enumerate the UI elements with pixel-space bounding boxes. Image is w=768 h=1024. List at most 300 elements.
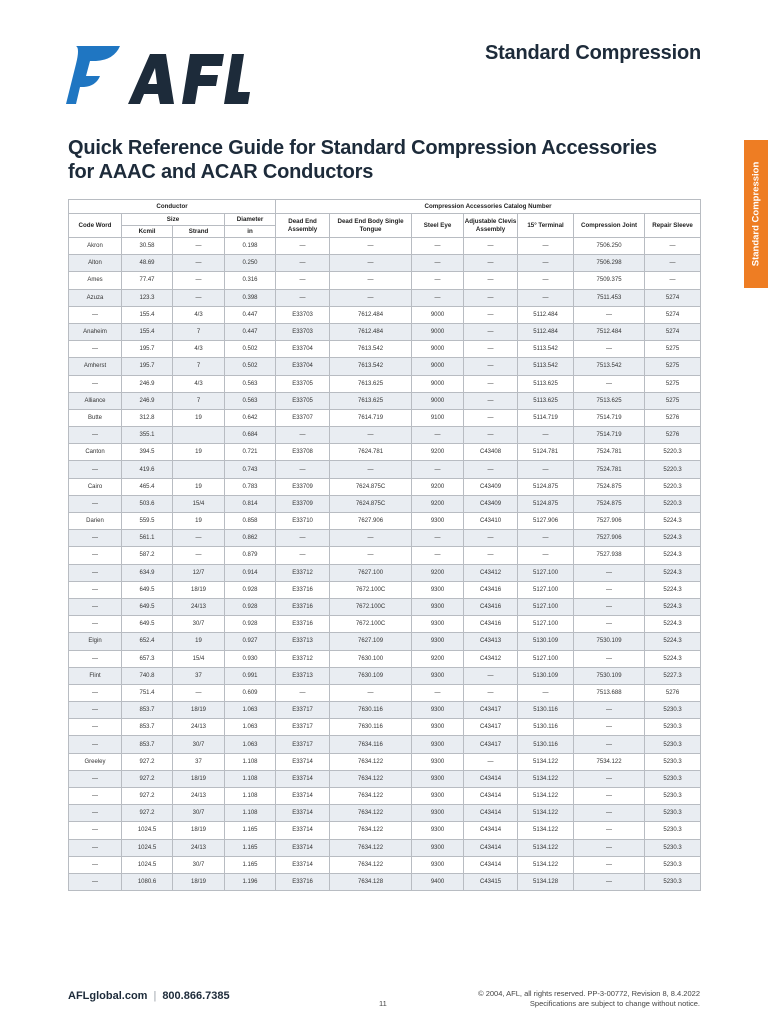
- table-cell: 7: [173, 358, 225, 375]
- table-cell: E33713: [276, 633, 330, 650]
- table-row: [69, 770, 701, 787]
- table-cell: —: [276, 461, 330, 478]
- table-cell: 5113.625: [518, 392, 574, 409]
- table-row: [69, 719, 701, 736]
- table-cell: —: [69, 684, 122, 701]
- table-cell: —: [645, 238, 701, 255]
- table-cell: 9200: [412, 444, 464, 461]
- table-row: [69, 306, 701, 323]
- table-cell: 1080.6: [122, 873, 173, 890]
- table-cell: —: [412, 289, 464, 306]
- table-cell: 5134.122: [518, 770, 574, 787]
- table-row: [69, 839, 701, 856]
- table-cell: 649.5: [122, 598, 173, 615]
- table-cell: —: [412, 461, 464, 478]
- table-cell: —: [69, 598, 122, 615]
- table-cell: —: [69, 856, 122, 873]
- table-cell: 123.3: [122, 289, 173, 306]
- table-cell: C43417: [464, 702, 518, 719]
- table-row: [69, 427, 701, 444]
- table-cell: —: [645, 272, 701, 289]
- table-cell: 37: [173, 753, 225, 770]
- table-cell: 24/13: [173, 719, 225, 736]
- header-in: in: [225, 226, 276, 238]
- table-row: [69, 873, 701, 890]
- table-cell: —: [464, 358, 518, 375]
- table-cell: E33716: [276, 581, 330, 598]
- table-cell: 1.063: [225, 736, 276, 753]
- header-group-catalog: Compression Accessories Catalog Number: [276, 200, 701, 214]
- table-cell: C43414: [464, 822, 518, 839]
- afl-logo-a-letter: [128, 54, 174, 104]
- table-cell: 465.4: [122, 478, 173, 495]
- table-row: [69, 702, 701, 719]
- table-cell: E33705: [276, 392, 330, 409]
- table-cell: 7511.453: [574, 289, 645, 306]
- table-cell: —: [412, 547, 464, 564]
- table-cell: —: [69, 530, 122, 547]
- table-cell: 0.814: [225, 495, 276, 512]
- table-cell: C43416: [464, 581, 518, 598]
- table-cell: 1.108: [225, 805, 276, 822]
- table-cell: E33714: [276, 770, 330, 787]
- table-cell: 246.9: [122, 375, 173, 392]
- table-cell: 0.879: [225, 547, 276, 564]
- table-cell: E33704: [276, 358, 330, 375]
- table-cell: 9300: [412, 822, 464, 839]
- table-cell: —: [574, 856, 645, 873]
- header-compression-joint: Compression Joint: [574, 214, 645, 238]
- table-cell: —: [69, 788, 122, 805]
- table-cell: 5227.3: [645, 667, 701, 684]
- footer-contact: [68, 990, 230, 1002]
- page-title-line-1: Quick Reference Guide for Standard Compression Accessories: [68, 137, 657, 159]
- table-cell: —: [464, 341, 518, 358]
- table-cell: 7506.250: [574, 238, 645, 255]
- table-cell: 4/3: [173, 306, 225, 323]
- table-cell: 5230.3: [645, 788, 701, 805]
- table-cell: 1.108: [225, 788, 276, 805]
- header-diameter: Diameter: [225, 214, 276, 226]
- table-cell: 5230.3: [645, 873, 701, 890]
- table-row: [69, 753, 701, 770]
- table-cell: 0.927: [225, 633, 276, 650]
- table-cell: 9300: [412, 839, 464, 856]
- table-row: [69, 616, 701, 633]
- table-cell: 394.5: [122, 444, 173, 461]
- table-cell: 5230.3: [645, 702, 701, 719]
- table-cell: Ames: [69, 272, 122, 289]
- table-cell: C43414: [464, 839, 518, 856]
- table-body: [69, 238, 701, 891]
- table-cell: 9200: [412, 564, 464, 581]
- table-cell: C43409: [464, 495, 518, 512]
- table-cell: 7514.719: [574, 427, 645, 444]
- header-strand: Strand: [173, 226, 225, 238]
- table-cell: —: [574, 616, 645, 633]
- afl-logo-mark-icon: [66, 46, 120, 104]
- table-cell: 7634.122: [330, 770, 412, 787]
- table-cell: 4/3: [173, 341, 225, 358]
- table-cell: 5130.116: [518, 736, 574, 753]
- table-cell: —: [574, 564, 645, 581]
- side-tab-label: Standard Compression: [750, 161, 762, 267]
- table-cell: —: [574, 702, 645, 719]
- table-cell: 7613.625: [330, 375, 412, 392]
- table-cell: 18/19: [173, 822, 225, 839]
- table-cell: E33704: [276, 341, 330, 358]
- table-cell: E33716: [276, 873, 330, 890]
- table-cell: —: [69, 427, 122, 444]
- table-cell: 7613.542: [330, 341, 412, 358]
- table-cell: —: [464, 461, 518, 478]
- table-cell: —: [276, 289, 330, 306]
- table-cell: Elgin: [69, 633, 122, 650]
- header-code-word: Code Word: [69, 214, 122, 238]
- table-cell: 9300: [412, 702, 464, 719]
- table-cell: Alliance: [69, 392, 122, 409]
- table-cell: 1.063: [225, 719, 276, 736]
- table-cell: —: [330, 427, 412, 444]
- table-cell: —: [276, 547, 330, 564]
- table-cell: 927.2: [122, 788, 173, 805]
- table-cell: 9000: [412, 358, 464, 375]
- table-cell: 7512.484: [574, 323, 645, 340]
- table-cell: —: [518, 255, 574, 272]
- table-cell: 0.398: [225, 289, 276, 306]
- table-cell: —: [330, 238, 412, 255]
- header-title: Standard Compression: [484, 42, 701, 64]
- table-cell: —: [464, 753, 518, 770]
- table-cell: E33708: [276, 444, 330, 461]
- table-row: [69, 564, 701, 581]
- table-cell: 7630.116: [330, 719, 412, 736]
- table-cell: —: [173, 547, 225, 564]
- table-cell: 5276: [645, 427, 701, 444]
- table-row: [69, 323, 701, 340]
- table-cell: C43414: [464, 770, 518, 787]
- table-cell: 9000: [412, 392, 464, 409]
- table-cell: 24/13: [173, 788, 225, 805]
- table-cell: 5224.3: [645, 598, 701, 615]
- table-cell: 652.4: [122, 633, 173, 650]
- table-cell: 0.250: [225, 255, 276, 272]
- table-cell: —: [69, 375, 122, 392]
- table-cell: 5276: [645, 684, 701, 701]
- table-cell: 7634.122: [330, 805, 412, 822]
- table-cell: —: [464, 289, 518, 306]
- table-cell: —: [276, 427, 330, 444]
- table-cell: C43412: [464, 564, 518, 581]
- table-cell: 0.991: [225, 667, 276, 684]
- reference-table: [68, 199, 701, 891]
- table-cell: E33717: [276, 736, 330, 753]
- table-cell: 77.47: [122, 272, 173, 289]
- table-cell: E33714: [276, 822, 330, 839]
- table-cell: 7524.781: [574, 444, 645, 461]
- table-cell: E33714: [276, 839, 330, 856]
- table-cell: 19: [173, 478, 225, 495]
- table-cell: 5134.122: [518, 753, 574, 770]
- table-cell: —: [464, 547, 518, 564]
- table-cell: —: [518, 272, 574, 289]
- table-row: [69, 581, 701, 598]
- table-cell: E33717: [276, 702, 330, 719]
- table-cell: Greeley: [69, 753, 122, 770]
- table-cell: E33705: [276, 375, 330, 392]
- table-cell: C43414: [464, 856, 518, 873]
- table-cell: 9300: [412, 770, 464, 787]
- footer-phone: 800.866.7385: [162, 990, 230, 1002]
- table-row: [69, 788, 701, 805]
- table-cell: 18/19: [173, 873, 225, 890]
- table-cell: 5276: [645, 409, 701, 426]
- table-cell: —: [330, 461, 412, 478]
- table-cell: —: [412, 530, 464, 547]
- table-cell: E33709: [276, 495, 330, 512]
- table-cell: 0.743: [225, 461, 276, 478]
- table-cell: 7634.128: [330, 873, 412, 890]
- table-cell: 30.58: [122, 238, 173, 255]
- table-cell: 5124.875: [518, 478, 574, 495]
- table-cell: 0.858: [225, 513, 276, 530]
- table-cell: 9200: [412, 495, 464, 512]
- table-cell: 155.4: [122, 306, 173, 323]
- table-cell: —: [645, 255, 701, 272]
- table-cell: E33712: [276, 564, 330, 581]
- table-cell: 5127.100: [518, 564, 574, 581]
- table-cell: 7527.906: [574, 530, 645, 547]
- table-cell: Butte: [69, 409, 122, 426]
- table-cell: 9300: [412, 616, 464, 633]
- table-cell: 7672.100C: [330, 581, 412, 598]
- table-cell: E33714: [276, 805, 330, 822]
- table-row: [69, 478, 701, 495]
- table-cell: 927.2: [122, 753, 173, 770]
- table-cell: 751.4: [122, 684, 173, 701]
- table-cell: —: [330, 255, 412, 272]
- table-cell: 5224.3: [645, 530, 701, 547]
- table-cell: —: [464, 392, 518, 409]
- table-cell: 7513.542: [574, 358, 645, 375]
- table-cell: 1.063: [225, 702, 276, 719]
- table-cell: —: [574, 788, 645, 805]
- table-cell: 5230.3: [645, 822, 701, 839]
- table-cell: 48.69: [122, 255, 173, 272]
- table-cell: 657.3: [122, 650, 173, 667]
- table-row: [69, 392, 701, 409]
- table-cell: 7627.100: [330, 564, 412, 581]
- table-row: [69, 736, 701, 753]
- table-cell: —: [574, 650, 645, 667]
- table-cell: C43413: [464, 633, 518, 650]
- table-cell: Akron: [69, 238, 122, 255]
- table-cell: Amherst: [69, 358, 122, 375]
- table-cell: 5230.3: [645, 770, 701, 787]
- table-cell: —: [574, 341, 645, 358]
- table-cell: 18/19: [173, 770, 225, 787]
- table-cell: —: [574, 375, 645, 392]
- table-cell: 0.316: [225, 272, 276, 289]
- table-cell: 7530.109: [574, 633, 645, 650]
- table-cell: 5275: [645, 358, 701, 375]
- table-cell: 927.2: [122, 805, 173, 822]
- table-cell: —: [464, 238, 518, 255]
- table-cell: 5113.542: [518, 341, 574, 358]
- table-row: [69, 530, 701, 547]
- footer-website-link[interactable]: AFLglobal.com: [68, 990, 148, 1002]
- table-cell: 7524.875: [574, 478, 645, 495]
- table-cell: 1.165: [225, 839, 276, 856]
- table-cell: 9300: [412, 581, 464, 598]
- table-cell: 5230.3: [645, 753, 701, 770]
- table-cell: —: [173, 289, 225, 306]
- table-cell: 503.6: [122, 495, 173, 512]
- table-cell: 7524.781: [574, 461, 645, 478]
- table-cell: 7509.375: [574, 272, 645, 289]
- table-row: [69, 255, 701, 272]
- table-cell: 0.563: [225, 392, 276, 409]
- table-cell: 5220.3: [645, 478, 701, 495]
- table-cell: —: [412, 238, 464, 255]
- table-cell: 7624.875C: [330, 495, 412, 512]
- table-cell: 7534.122: [574, 753, 645, 770]
- table-cell: —: [330, 684, 412, 701]
- table-cell: 559.5: [122, 513, 173, 530]
- table-cell: —: [574, 719, 645, 736]
- page-title-line-2: for AAAC and ACAR Conductors: [68, 161, 374, 183]
- table-cell: 5134.122: [518, 788, 574, 805]
- table-row: [69, 684, 701, 701]
- table-cell: 9300: [412, 788, 464, 805]
- table-cell: —: [574, 736, 645, 753]
- table-cell: 19: [173, 633, 225, 650]
- table-cell: 5275: [645, 392, 701, 409]
- table-cell: 9300: [412, 667, 464, 684]
- table-cell: 18/19: [173, 581, 225, 598]
- table-cell: 7630.116: [330, 702, 412, 719]
- afl-logo-f-letter: [182, 54, 224, 104]
- table-cell: —: [276, 684, 330, 701]
- table-cell: 30/7: [173, 856, 225, 873]
- table-cell: 1024.5: [122, 822, 173, 839]
- table-row: [69, 409, 701, 426]
- table-cell: —: [464, 306, 518, 323]
- table-cell: 5113.625: [518, 375, 574, 392]
- table-cell: 5230.3: [645, 805, 701, 822]
- table-cell: 9400: [412, 873, 464, 890]
- footer-divider: |: [153, 990, 157, 1002]
- table-cell: 5127.100: [518, 598, 574, 615]
- table-cell: 18/19: [173, 702, 225, 719]
- afl-logo-l-letter: [224, 54, 250, 104]
- table-cell: 7614.719: [330, 409, 412, 426]
- table-cell: —: [412, 684, 464, 701]
- table-cell: 7627.109: [330, 633, 412, 650]
- table-cell: —: [464, 530, 518, 547]
- table-row: [69, 358, 701, 375]
- table-cell: 355.1: [122, 427, 173, 444]
- table-cell: 9300: [412, 856, 464, 873]
- table-row: [69, 633, 701, 650]
- table-cell: 30/7: [173, 736, 225, 753]
- table-cell: 9200: [412, 478, 464, 495]
- table-cell: 0.502: [225, 341, 276, 358]
- table-cell: 5114.719: [518, 409, 574, 426]
- table-cell: 7612.484: [330, 306, 412, 323]
- table-cell: —: [276, 530, 330, 547]
- table-cell: 19: [173, 513, 225, 530]
- table-row: [69, 495, 701, 512]
- table-cell: 0.930: [225, 650, 276, 667]
- table-row: [69, 598, 701, 615]
- table-cell: —: [464, 667, 518, 684]
- table-cell: 5113.542: [518, 358, 574, 375]
- table-cell: E33716: [276, 598, 330, 615]
- table-cell: —: [276, 272, 330, 289]
- table-cell: —: [464, 427, 518, 444]
- table-cell: 853.7: [122, 719, 173, 736]
- table-cell: 5112.484: [518, 323, 574, 340]
- table-cell: —: [330, 272, 412, 289]
- header-dead-end-assembly: Dead End Assembly: [276, 214, 330, 238]
- table-cell: 5127.906: [518, 513, 574, 530]
- table-cell: 246.9: [122, 392, 173, 409]
- table-cell: —: [464, 409, 518, 426]
- table-cell: —: [518, 461, 574, 478]
- table-cell: 4/3: [173, 375, 225, 392]
- table-cell: 5275: [645, 375, 701, 392]
- table-cell: 9300: [412, 513, 464, 530]
- table-cell: Cairo: [69, 478, 122, 495]
- table-cell: [173, 427, 225, 444]
- table-cell: 7527.938: [574, 547, 645, 564]
- table-cell: C43410: [464, 513, 518, 530]
- table-cell: 7634.116: [330, 736, 412, 753]
- table-cell: —: [574, 581, 645, 598]
- table-cell: 5274: [645, 289, 701, 306]
- table-row: [69, 547, 701, 564]
- table-cell: 1.196: [225, 873, 276, 890]
- table-row: [69, 805, 701, 822]
- table-cell: E33712: [276, 650, 330, 667]
- table-cell: 7: [173, 323, 225, 340]
- table-cell: —: [69, 564, 122, 581]
- table-cell: 5230.3: [645, 839, 701, 856]
- table-cell: —: [518, 427, 574, 444]
- table-cell: Azuza: [69, 289, 122, 306]
- table-cell: —: [276, 255, 330, 272]
- table-cell: 1024.5: [122, 839, 173, 856]
- table-cell: —: [518, 289, 574, 306]
- table-cell: 30/7: [173, 616, 225, 633]
- table-cell: 0.862: [225, 530, 276, 547]
- table-cell: 7524.875: [574, 495, 645, 512]
- table-cell: 1.165: [225, 822, 276, 839]
- table-row: [69, 289, 701, 306]
- table-cell: 5230.3: [645, 856, 701, 873]
- table-cell: 1.165: [225, 856, 276, 873]
- table-cell: 740.8: [122, 667, 173, 684]
- table-cell: E33703: [276, 323, 330, 340]
- table-cell: C43417: [464, 736, 518, 753]
- table-cell: —: [412, 272, 464, 289]
- table-cell: 5134.122: [518, 856, 574, 873]
- table-cell: 7634.122: [330, 753, 412, 770]
- header-steel-eye: Steel Eye: [412, 214, 464, 238]
- table-cell: 7613.542: [330, 358, 412, 375]
- table-cell: 5124.781: [518, 444, 574, 461]
